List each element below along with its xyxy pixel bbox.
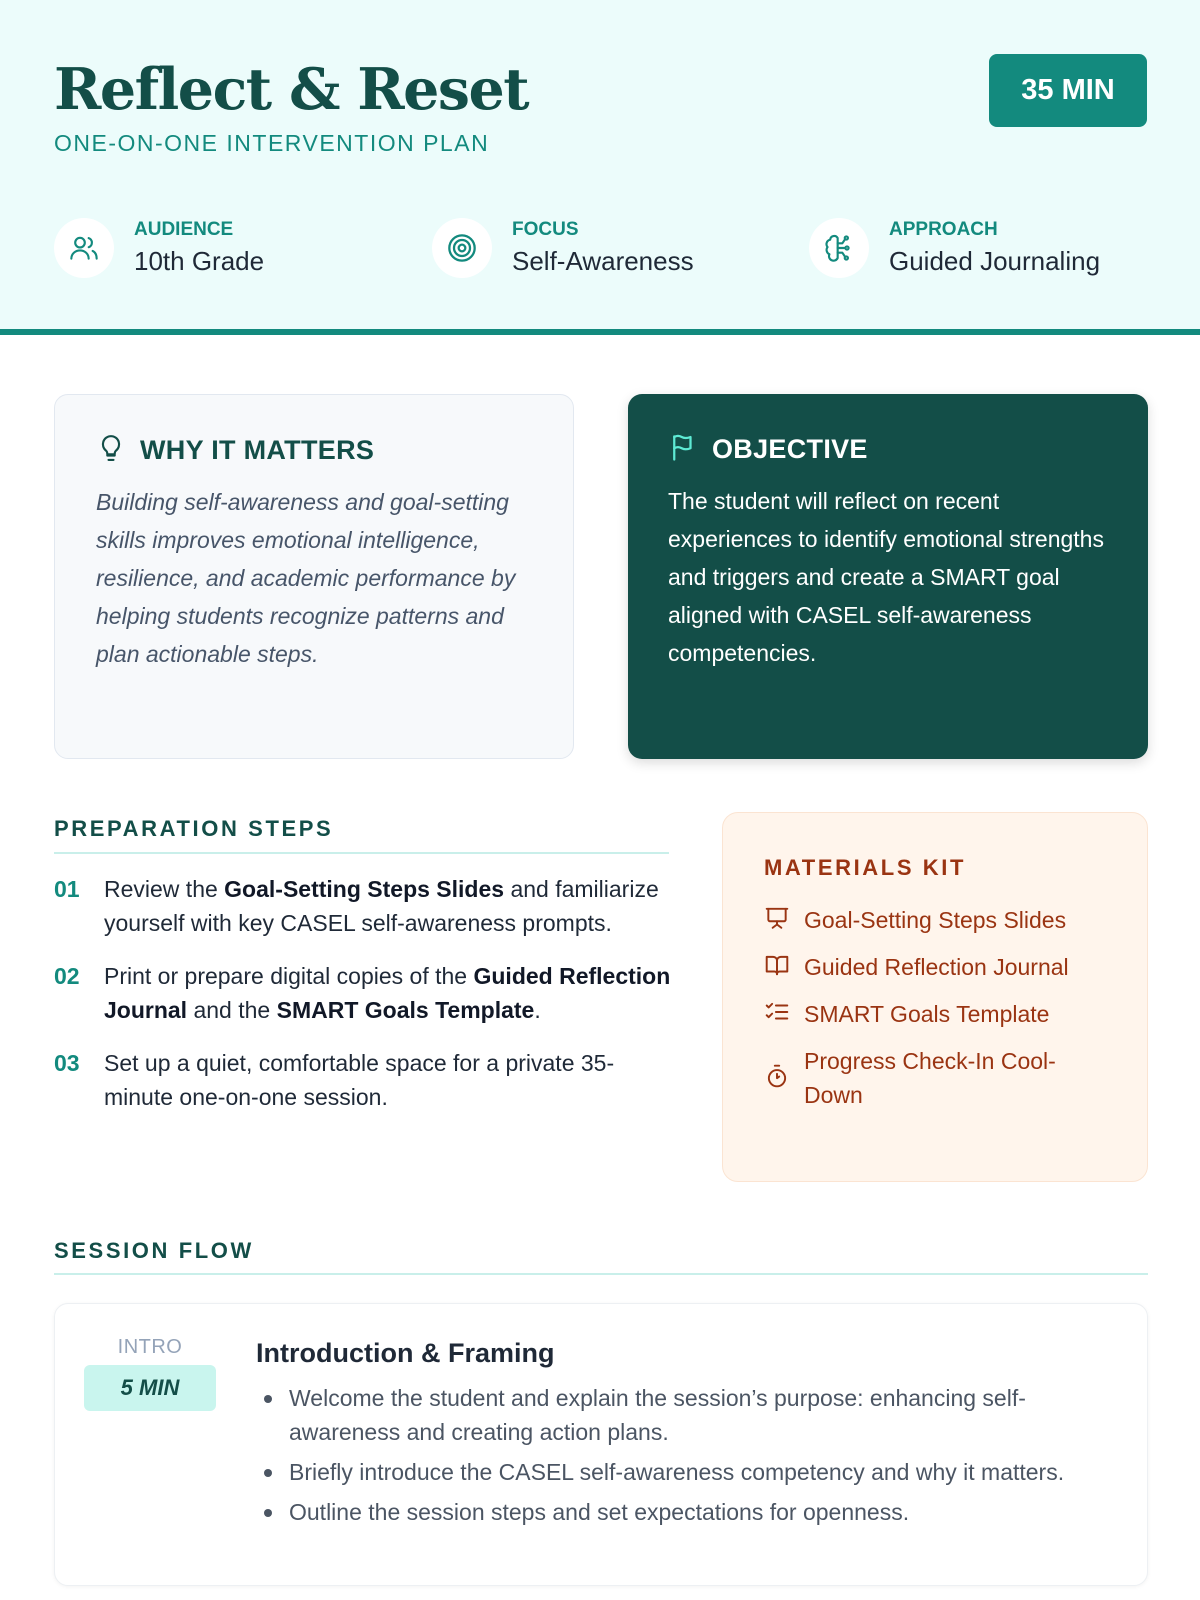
- phase-label: INTRO: [117, 1336, 183, 1358]
- materials-title: MATERIALS KIT: [764, 855, 967, 880]
- meta-label: AUDIENCE: [134, 219, 234, 240]
- page-header: [0, 0, 1200, 335]
- section-divider: [54, 1273, 1148, 1275]
- phase-bullet-list: [256, 1381, 1116, 1535]
- material-item: [764, 1044, 1107, 1112]
- material-label: Guided Reflection Journal: [804, 954, 1069, 980]
- brain-icon: [809, 218, 869, 278]
- phase-title: Introduction & Framing: [256, 1338, 555, 1368]
- step-number: 01: [54, 876, 80, 902]
- session-phase-card: [54, 1303, 1148, 1586]
- material-label: Goal-Setting Steps Slides: [804, 907, 1067, 933]
- meta-label: FOCUS: [512, 219, 579, 240]
- meta-audience: [54, 215, 264, 281]
- materials-kit-card: [722, 812, 1148, 1182]
- duration-badge: 35 MIN: [989, 54, 1147, 127]
- meta-approach: [809, 215, 1100, 281]
- presentation-icon: [764, 905, 790, 936]
- why-text: Building self-awareness and goal-setting skills improves emotional intelligence, resilience, and academic performance by helping students recognize patterns and plan actionable steps.: [96, 489, 516, 667]
- timer-icon: [764, 1063, 790, 1094]
- page-subtitle: ONE-ON-ONE INTERVENTION PLAN: [54, 130, 490, 156]
- step-text: Set up a quiet, comfortable space for a private 35-minute one-on-one session.: [104, 1050, 615, 1110]
- preparation-steps-list: [54, 872, 674, 1133]
- material-item: [764, 903, 1107, 937]
- objective-title: OBJECTIVE: [712, 433, 868, 464]
- preparation-step: [54, 1046, 674, 1114]
- target-icon: [432, 218, 492, 278]
- why-title: WHY IT MATTERS: [140, 434, 375, 465]
- objective-text: The student will reflect on recent experiences to identify emotional strengths and triggers and create a SMART goal aligned with CASEL self-awareness competencies.: [668, 488, 1104, 666]
- phase-bullet: Briefly introduce the CASEL self-awareness competency and why it matters.: [256, 1455, 1116, 1489]
- session-flow-title: SESSION FLOW: [54, 1238, 254, 1263]
- objective-card: [628, 394, 1148, 759]
- step-text: Print or prepare digital copies of the Guided Reflection Journal and the SMART Goals Template.: [104, 963, 671, 1023]
- why-it-matters-card: [54, 394, 574, 759]
- step-number: 02: [54, 963, 80, 989]
- meta-label: APPROACH: [889, 219, 998, 240]
- preparation-step: [54, 872, 674, 940]
- meta-value: Guided Journaling: [889, 246, 1101, 276]
- users-icon: [54, 218, 114, 278]
- book-open-icon: [764, 952, 790, 983]
- material-item: [764, 950, 1107, 984]
- checklist-icon: [764, 999, 790, 1030]
- materials-list: [764, 903, 1107, 1112]
- meta-value: Self-Awareness: [512, 246, 694, 276]
- phase-bullet: Welcome the student and explain the session’s purpose: enhancing self-awareness and creating action plans.: [256, 1381, 1116, 1449]
- preparation-title: PREPARATION STEPS: [54, 816, 334, 841]
- lightbulb-icon: [96, 433, 126, 468]
- flag-icon: [668, 432, 698, 467]
- material-item: [764, 997, 1107, 1031]
- meta-value: 10th Grade: [134, 246, 265, 276]
- step-number: 03: [54, 1050, 80, 1076]
- section-divider: [54, 852, 669, 854]
- material-label: SMART Goals Template: [804, 1001, 1050, 1027]
- page-title: Reflect & Reset: [54, 56, 529, 123]
- phase-bullet: Outline the session steps and set expectations for openness.: [256, 1495, 1116, 1529]
- material-label: Progress Check-In Cool-Down: [804, 1048, 1056, 1108]
- step-text: Review the Goal-Setting Steps Slides and familiarize yourself with key CASEL self-awareness prompts.: [104, 876, 659, 936]
- phase-time-badge: 5 MIN: [84, 1365, 216, 1411]
- preparation-step: [54, 959, 674, 1027]
- meta-focus: [432, 215, 694, 281]
